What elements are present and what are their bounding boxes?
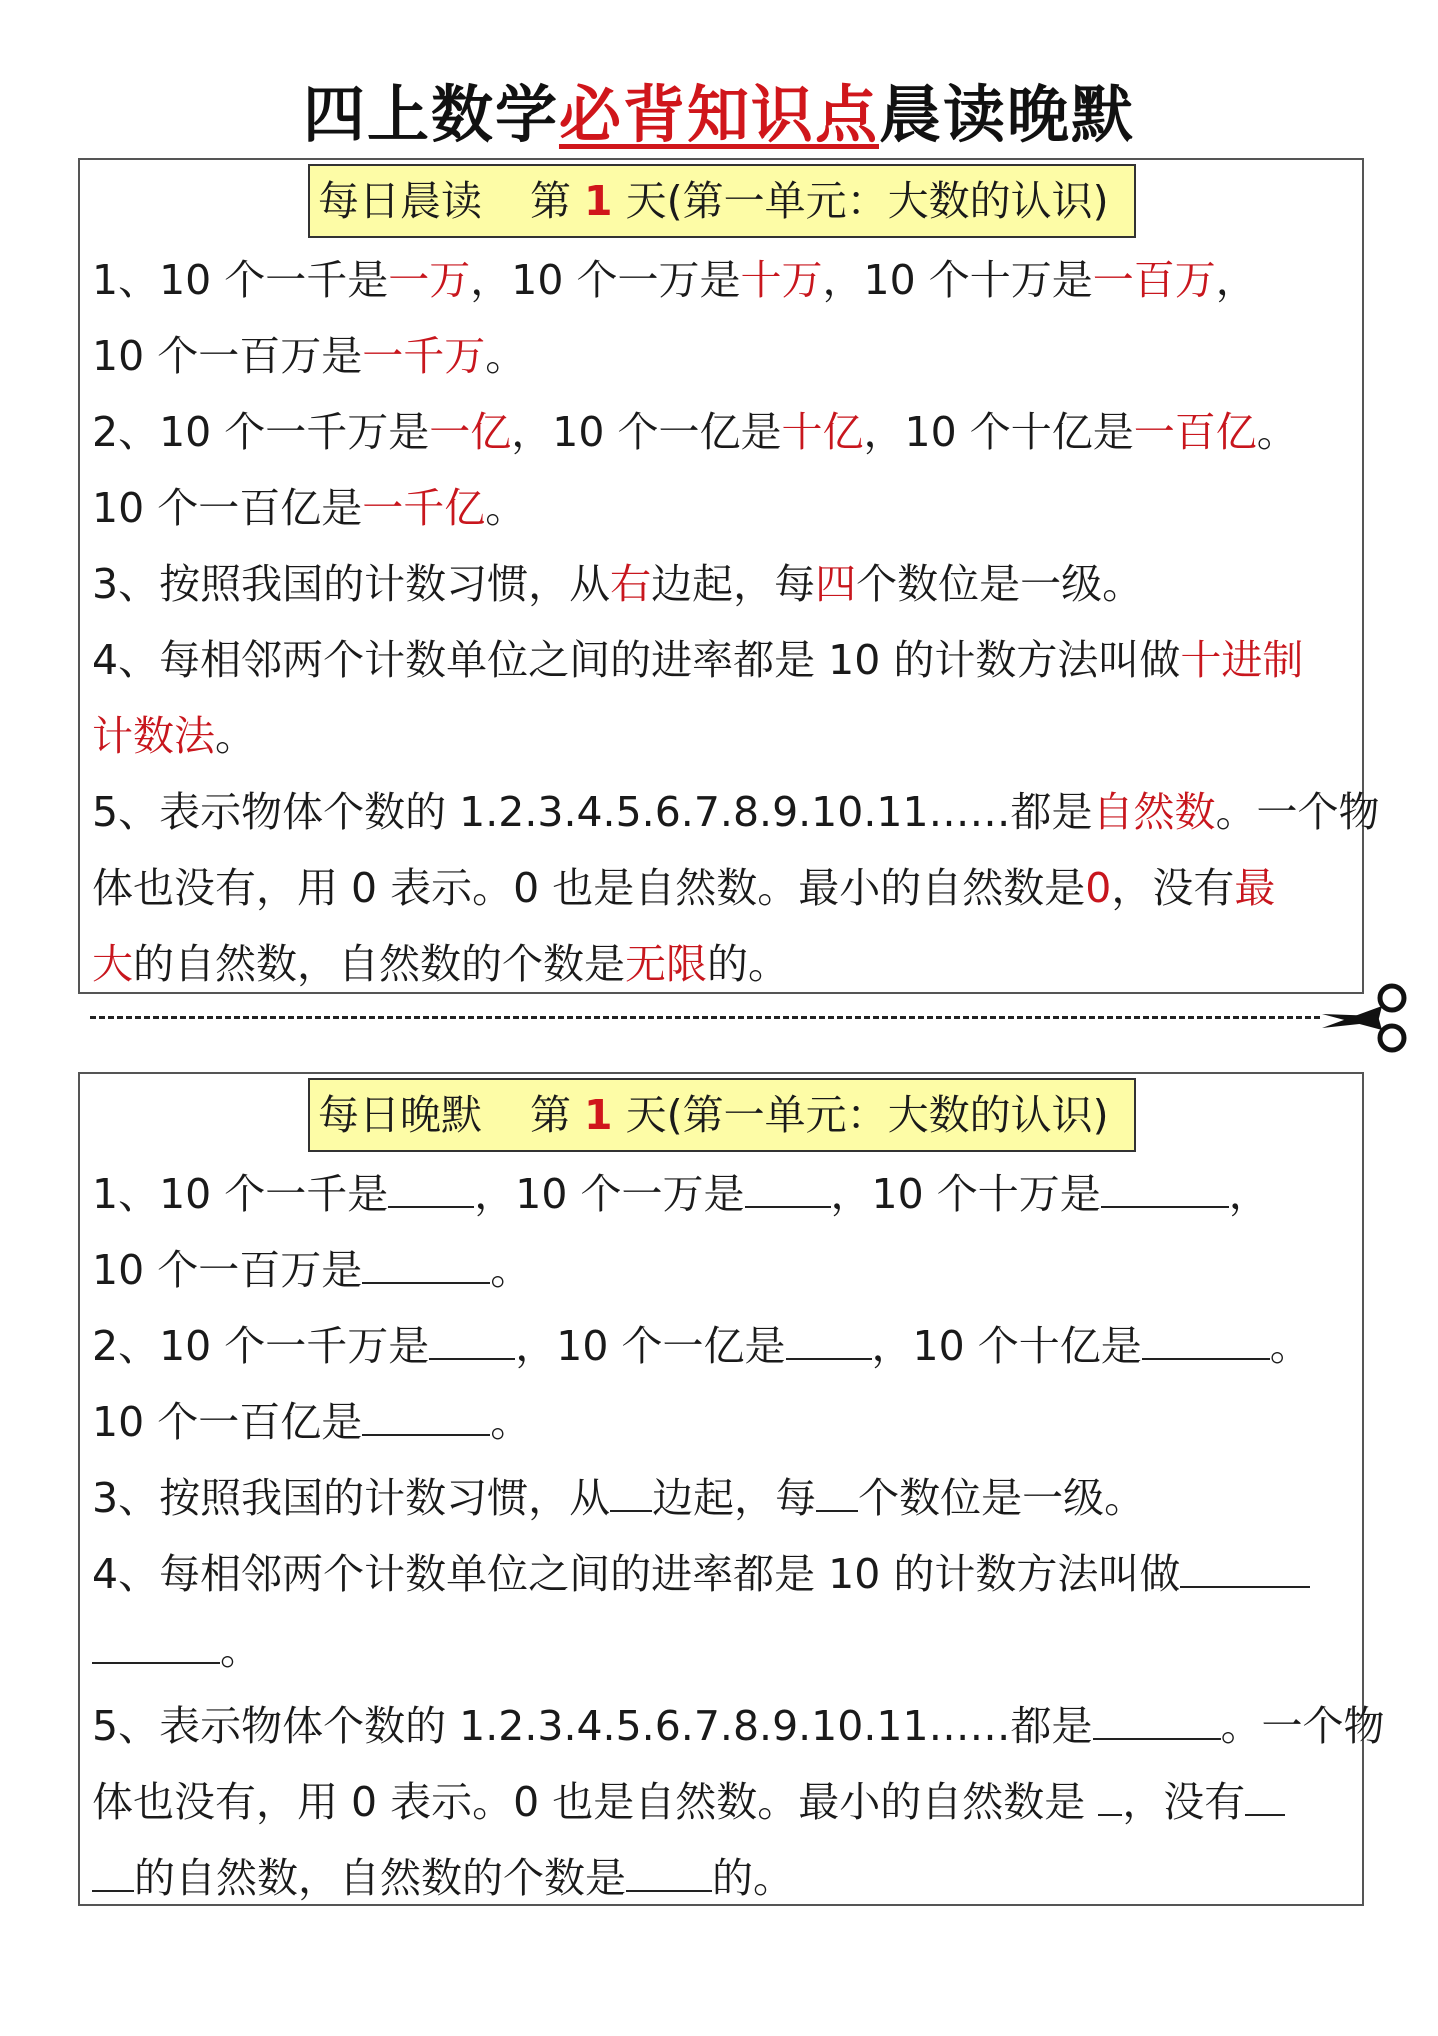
morning-line-6: 4、每相邻两个计数单位之间的进率都是 10 的计数方法叫做十进制 bbox=[92, 636, 1304, 684]
answer-blank[interactable] bbox=[1142, 1326, 1270, 1360]
cut-line bbox=[90, 1016, 1320, 1019]
answer-blank[interactable] bbox=[388, 1174, 474, 1208]
morning-line-3: 2、10 个一千万是一亿，10 个一亿是十亿，10 个十亿是一百亿。 bbox=[92, 408, 1298, 456]
evening-header: 每日晚默 第 1 天(第一单元：大数的认识) bbox=[308, 1078, 1136, 1152]
answer-blank[interactable] bbox=[362, 1250, 490, 1284]
evening-line-5: 3、按照我国的计数习惯，从 边起，每 个数位是一级。 bbox=[92, 1474, 1146, 1522]
answer-blank[interactable] bbox=[362, 1402, 490, 1436]
morning-line-5: 3、按照我国的计数习惯，从右边起，每四个数位是一级。 bbox=[92, 560, 1144, 608]
morning-content bbox=[92, 242, 1380, 1002]
answer-blank[interactable] bbox=[92, 1858, 134, 1892]
evening-line-1: 1、10 个一千是 ，10 个一万是 ，10 个十万是 ， bbox=[92, 1170, 1270, 1218]
evening-line-9: 体也没有，用 0 表示。0 也是自然数。最小的自然数是 ，没有 bbox=[92, 1764, 1354, 1840]
answer-blank[interactable] bbox=[816, 1478, 858, 1512]
evening-content bbox=[92, 1156, 1385, 1916]
answer-blank[interactable] bbox=[745, 1174, 831, 1208]
evening-line-10: 的自然数，自然数的个数是 的。 bbox=[92, 1840, 1354, 1916]
morning-line-1: 1、10 个一千是一万，10 个一万是十万，10 个十万是一百万， bbox=[92, 256, 1257, 304]
morning-line-2: 10 个一百万是一千万。 bbox=[92, 332, 527, 380]
evening-line-3: 2、10 个一千万是 ，10 个一亿是 ，10 个十亿是 。 bbox=[92, 1322, 1311, 1370]
page-title: 四上数学必背知识点晨读晚默 bbox=[302, 78, 1136, 151]
answer-blank[interactable] bbox=[1101, 1174, 1229, 1208]
morning-reading-box bbox=[78, 158, 1380, 994]
morning-line-4: 10 个一百亿是一千亿。 bbox=[92, 484, 527, 532]
morning-line-10: 大的自然数，自然数的个数是无限的。 bbox=[92, 940, 789, 988]
answer-blank[interactable] bbox=[1093, 1706, 1221, 1740]
morning-header: 每日晨读 第 1 天(第一单元：大数的认识) bbox=[308, 164, 1136, 238]
answer-blank[interactable] bbox=[1245, 1782, 1285, 1816]
morning-line-7: 计数法。 bbox=[92, 712, 256, 760]
evening-line-6: 4、每相邻两个计数单位之间的进率都是 10 的计数方法叫做 bbox=[92, 1536, 1354, 1612]
evening-line-8: 5、表示物体个数的 1.2.3.4.5.6.7.8.9.10.11……都是 。一个物 bbox=[92, 1702, 1385, 1750]
morning-line-9: 体也没有，用 0 表示。0 也是自然数。最小的自然数是0，没有最 bbox=[92, 864, 1276, 912]
answer-blank[interactable] bbox=[626, 1858, 712, 1892]
evening-dictation-box bbox=[78, 1072, 1385, 1906]
answer-blank[interactable] bbox=[92, 1630, 220, 1664]
evening-line-2: 10 个一百万是 。 bbox=[92, 1246, 532, 1294]
answer-blank[interactable] bbox=[1180, 1554, 1310, 1588]
answer-blank[interactable] bbox=[429, 1326, 515, 1360]
evening-line-7: 。 bbox=[92, 1612, 1354, 1688]
answer-blank[interactable] bbox=[786, 1326, 872, 1360]
morning-line-8: 5、表示物体个数的 1.2.3.4.5.6.7.8.9.10.11……都是自然数。一个物 bbox=[92, 788, 1380, 836]
scissors-icon bbox=[1318, 978, 1418, 1058]
answer-blank[interactable] bbox=[1098, 1782, 1122, 1816]
answer-blank[interactable] bbox=[610, 1478, 652, 1512]
evening-line-4: 10 个一百亿是 。 bbox=[92, 1398, 532, 1446]
title-highlight: 必背知识点 bbox=[558, 78, 879, 151]
